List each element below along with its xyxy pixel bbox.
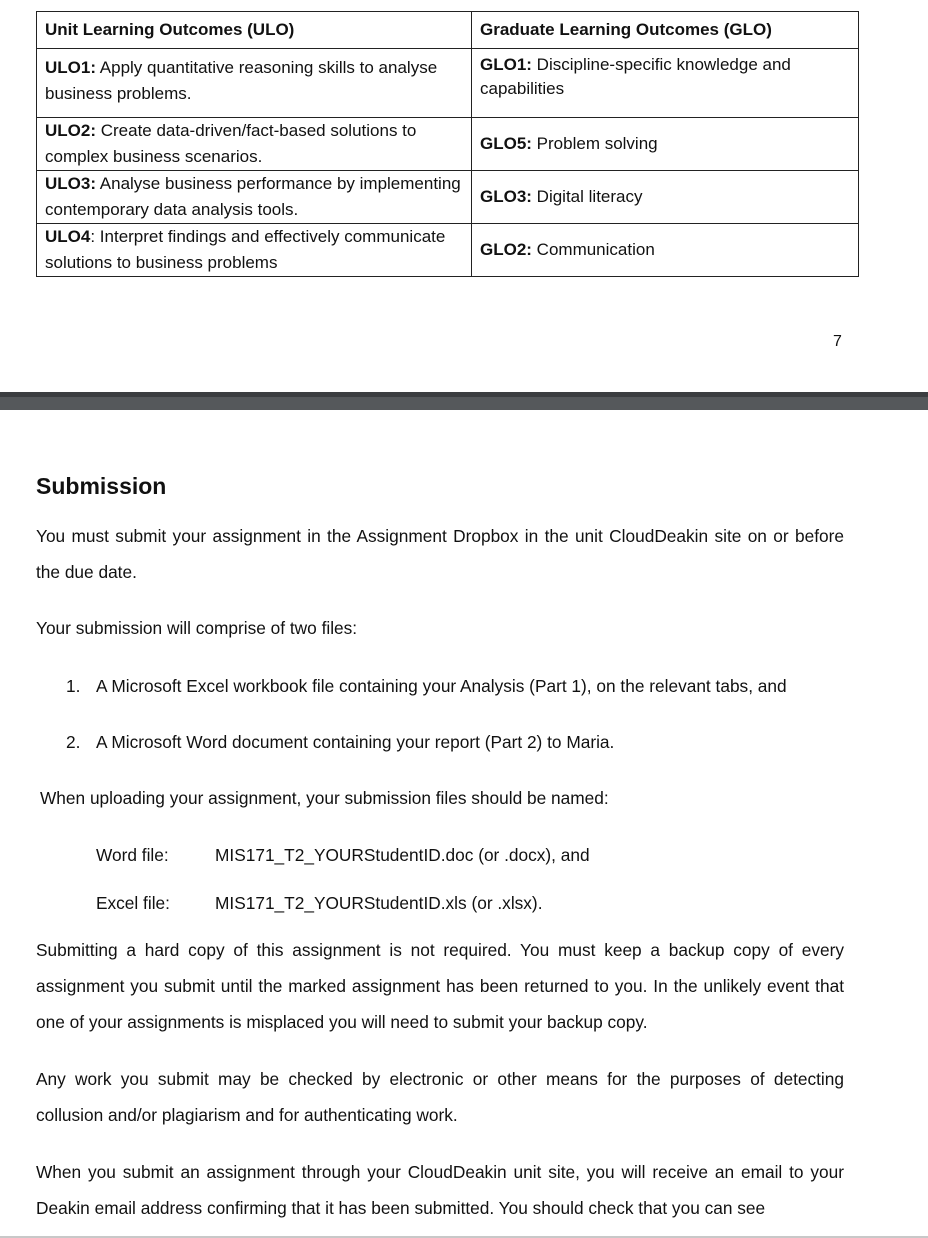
- glo-cell: [472, 49, 859, 118]
- ulo-header: Unit Learning Outcomes (ULO): [37, 12, 472, 49]
- file-label: Excel file:: [96, 893, 170, 913]
- glo-text: Discipline-specific knowledge and capabilities: [480, 55, 791, 98]
- ulo-cell: [37, 171, 472, 224]
- ulo-code: ULO2:: [45, 121, 96, 140]
- ulo-cell: [37, 118, 472, 171]
- table-header-row: [37, 12, 859, 49]
- ulo-code: ULO4: [45, 227, 91, 246]
- ulo-text: Apply quantitative reasoning skills to analyse business problems.: [45, 58, 438, 103]
- plagiarism-paragraph: Any work you submit may be checked by electronic or other means for the purposes of detecting collusion and/or plagiarism and for authenticating work.: [36, 1069, 844, 1125]
- file-name-row: [96, 842, 590, 868]
- file-name: MIS171_T2_YOURStudentID.xls (or .xlsx).: [215, 893, 543, 913]
- submission-intro: You must submit your assignment in the Assignment Dropbox in the unit CloudDeakin site on or before the due date.: [36, 526, 844, 582]
- list-item: [66, 729, 614, 755]
- list-number: 2.: [66, 732, 81, 752]
- learning-outcomes-table: [36, 11, 859, 277]
- list-number: 1.: [66, 676, 81, 696]
- glo-cell: [472, 171, 859, 224]
- ulo-cell: [37, 224, 472, 277]
- list-text: A Microsoft Excel workbook file containing your Analysis (Part 1), on the relevant tabs, and: [96, 676, 787, 696]
- table-row: [37, 49, 859, 118]
- file-label: Word file:: [96, 845, 169, 865]
- table-row: [37, 118, 859, 171]
- glo-cell: [472, 118, 859, 171]
- glo-text: Digital literacy: [531, 187, 643, 206]
- glo-text: Communication: [531, 240, 655, 259]
- table-row: [37, 171, 859, 224]
- file-name-row: [96, 890, 543, 916]
- list-item: [66, 673, 787, 699]
- confirmation-paragraph: When you submit an assignment through your CloudDeakin unit site, you will receive an email to your Deakin email address confirming that it has been submitted. You should check that you can see: [36, 1162, 844, 1218]
- glo-code: GLO5:: [480, 134, 532, 153]
- ulo-cell: [37, 49, 472, 118]
- page-separator: [0, 392, 928, 410]
- naming-intro: When uploading your assignment, your submission files should be named:: [40, 788, 609, 808]
- glo-code: GLO1:: [480, 55, 532, 74]
- hard-copy-paragraph: Submitting a hard copy of this assignment is not required. You must keep a backup copy of every assignment you submit until the marked assignment has been returned to you. In the unlikely event that one of your assignments is misplaced you will need to submit your backup copy.: [36, 940, 844, 1032]
- glo-code: GLO3:: [480, 187, 532, 206]
- ulo-code: ULO3:: [45, 174, 96, 193]
- ulo-text: Create data-driven/fact-based solutions to complex business scenarios.: [45, 121, 417, 166]
- file-name: MIS171_T2_YOURStudentID.doc (or .docx), and: [215, 845, 590, 865]
- ulo-text: Analyse business performance by implementing contemporary data analysis tools.: [45, 174, 461, 219]
- glo-code: GLO2:: [480, 240, 532, 259]
- ulo-text: : Interpret findings and effectively communicate solutions to business problems: [45, 227, 446, 272]
- glo-text: Problem solving: [531, 134, 658, 153]
- files-intro: Your submission will comprise of two files:: [36, 618, 358, 638]
- list-text: A Microsoft Word document containing your report (Part 2) to Maria.: [96, 732, 615, 752]
- glo-cell: [472, 224, 859, 277]
- table-row: [37, 224, 859, 277]
- glo-header: Graduate Learning Outcomes (GLO): [472, 12, 859, 49]
- page-number: 7: [833, 333, 842, 350]
- section-title: Submission: [36, 473, 167, 499]
- ulo-code: ULO1:: [45, 58, 96, 77]
